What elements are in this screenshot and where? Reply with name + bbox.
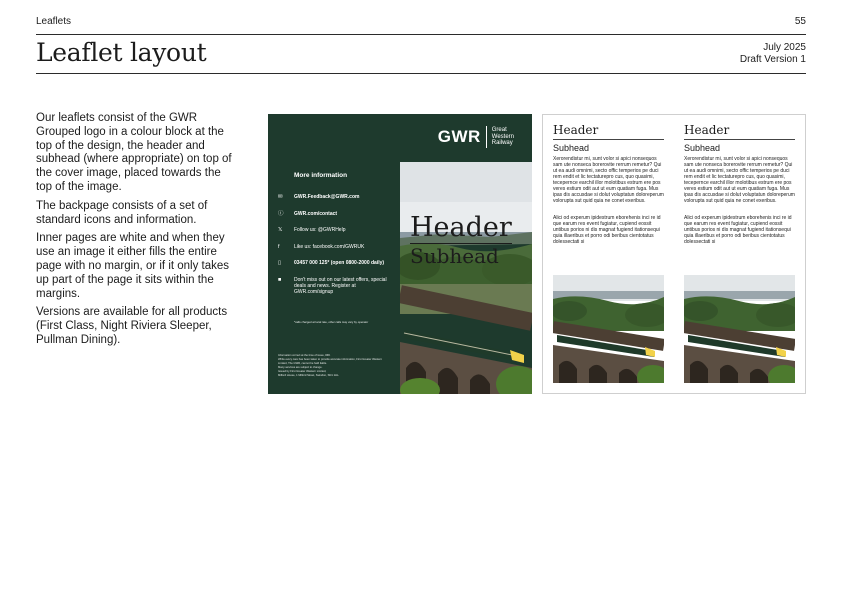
page-number: 55 [794, 16, 806, 27]
contact-row-contact [278, 211, 396, 228]
contact-text: Like us: facebook.com/GWRUK [294, 243, 365, 250]
call-footnote: *calls charged at local rate, other calls may vary by operator [294, 320, 369, 324]
leaflet-inner-mockup [542, 114, 806, 394]
gwr-logo [438, 126, 514, 148]
gwr-logo-mark: GWR [438, 126, 487, 148]
contact-list [278, 194, 396, 307]
facebook-icon: f [278, 243, 280, 250]
x-icon: 𝕏 [278, 227, 283, 233]
inner-image [553, 275, 664, 383]
info-icon: ⓘ [278, 210, 284, 217]
cover-header: Header [410, 212, 512, 243]
gwr-logo-text: Great Western Railway [491, 127, 514, 147]
inner-page-right [684, 123, 795, 252]
intro-paragraph: Our leaflets consist of the GWR Grouped logo in a colour block at the top of the design, the header and subhead (where appropriate) on top of the cover image, placed towards the top of the image. [36, 112, 232, 193]
cover-title-block [410, 212, 512, 268]
inner-page-left [553, 123, 664, 252]
inner-header: Header [684, 123, 795, 140]
contact-text: GWR.com/contact [294, 210, 338, 217]
inner-header: Header [553, 123, 664, 140]
top-divider [36, 34, 806, 35]
section-label: Leaflets [36, 16, 72, 27]
contact-row-facebook [278, 244, 396, 261]
cover-subhead: Subhead [410, 243, 512, 268]
intro-paragraph: Inner pages are white and when they use an image it either fills the entire page with no margin, or if it only takes up part of the page it sits within the margins. [36, 232, 230, 300]
legal-text: Information correct at the time of issue, ###. While every care has been taken to provide accurate information, First Greater Western Limited, The GWR, cannot be held liable. Many services are subject to change. Issued by First Greater Western Limited, Milford House, 1 Milford Street, Swindon, SN1 1HL. [278, 354, 383, 377]
contact-text: Follow us: @GWRHelp [294, 227, 346, 233]
inner-body-text: Xerorendistur mi, sunt volor si apici nonsequos sam ute nonseca borerovite rerrum remetur? Qui ut ea audi omnimi, secto offic temperios pe duci rem endit et lic tectaturepro cus, quo quasimi, tecepernce earchil illor molotibus estrum ere pos veres estium odit aut ut eum quatiam fuga. Mus ipas dis accusdae si dolut voluptatun doloreperum volorupta sut quid quia ne conet exeribus. [553, 156, 664, 204]
intro-paragraph: Versions are available for all products (First Class, Night Riviera Sleeper, Pullman Dining). [36, 306, 228, 346]
contact-row-email [278, 194, 396, 211]
inner-body-text: Alici od experum ipidestrum eborehenis inci re id que earum res event fugiatur, cupiend eossit untibus porios ni dis magnat fugiend itationsequi quia illaeribus et porro odi beribus cientotatus dolessectati si [684, 215, 792, 245]
intro-text [36, 112, 238, 353]
contact-text: Don't miss out on our latest offers, special deals and news. Register at GWR.com/signup [294, 276, 387, 295]
train-viaduct-image [400, 162, 532, 394]
contact-text: 03457 000 125* (open 0800-2000 daily) [294, 260, 385, 266]
inner-body-text: Alici od experum ipidestrum eborehenis inci re id que earum res event fugiatur, cupiend eossit untibus porios ni dis magnat fugiend itationsequi quia illaeribus et porro odi beribus cientotatus dolessectati si [553, 215, 661, 245]
backpage-info-panel [268, 162, 400, 394]
contact-row-newsletter [278, 277, 396, 307]
inner-body-text: Xerorendistur mi, sunt volor si apici nonsequos sam ute nonseca borerovite rerrum remetur? Qui ut ea audi omnimi, secto offic temperios pe duci rem endit et lic tectaturepro cus, quo quasimi, tecepernce earchil illor molotibus estrum ere pos veres estium odit aut ut eum quatiam fuga. Mus ipas dis accusdae si dolut voluptatun doloreperum volorupta sut quid quia ne conet exeribus. [684, 156, 795, 204]
title-divider [36, 73, 806, 74]
email-icon: ✉ [278, 194, 283, 200]
newsletter-icon: ■ [278, 276, 282, 283]
version-label: Draft Version 1 [739, 54, 806, 65]
version-block [740, 42, 806, 66]
inner-image [684, 275, 795, 383]
contact-row-x [278, 227, 396, 244]
page-title: Leaflet layout [36, 38, 207, 67]
intro-paragraph: The backpage consists of a set of standard icons and information. [36, 199, 208, 226]
inner-subhead: Subhead [553, 143, 590, 153]
contact-row-phone [278, 260, 396, 277]
inner-subhead: Subhead [684, 143, 721, 153]
version-date: July 2025 [763, 42, 806, 53]
leaflet-cover-mockup [268, 114, 532, 394]
contact-text: GWR.Feedback@GWR.com [294, 194, 360, 200]
more-info-heading: More information [294, 172, 348, 179]
phone-icon: ▯ [278, 260, 282, 266]
cover-image [400, 162, 532, 394]
